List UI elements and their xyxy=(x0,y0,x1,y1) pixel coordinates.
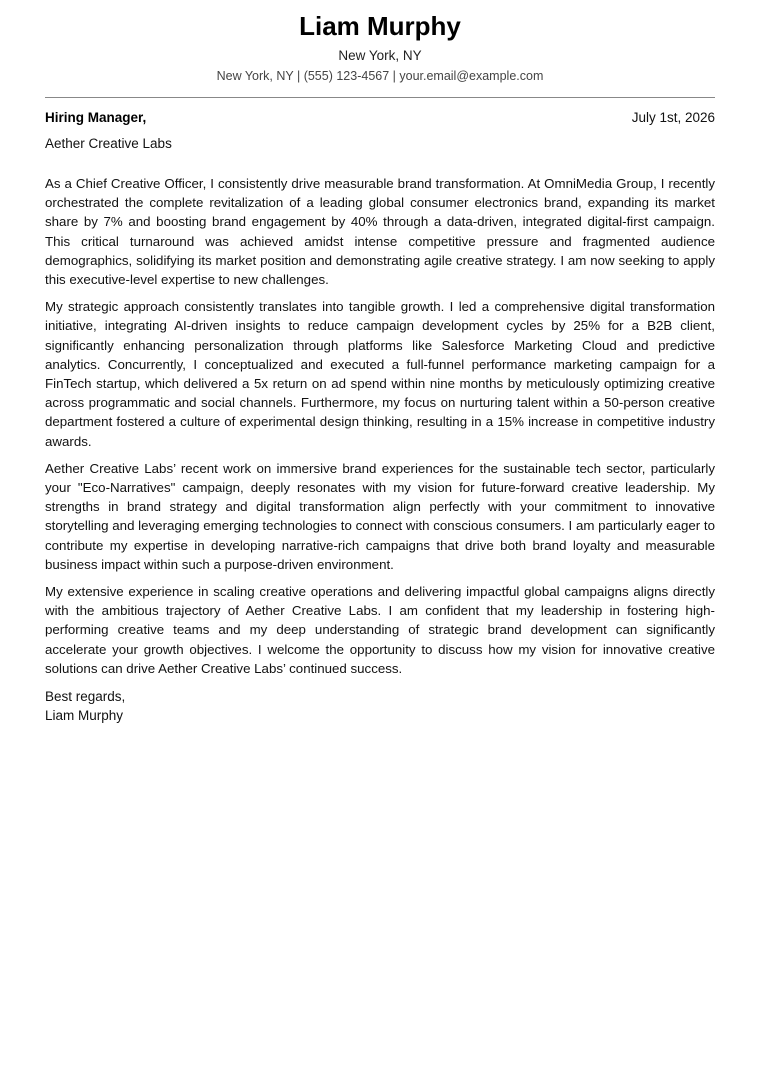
applicant-location: New York, NY xyxy=(338,48,422,63)
signature-name: Liam Murphy xyxy=(45,708,124,724)
recipient-company: Aether Creative Labs xyxy=(45,136,172,151)
salutation: Hiring Manager, xyxy=(45,110,147,125)
salutation-date-row xyxy=(45,108,715,127)
letter-closing xyxy=(45,687,715,725)
closing-phrase: Best regards, xyxy=(45,689,126,705)
letter-header xyxy=(45,0,715,85)
body-paragraph-3: Aether Creative Labs’ recent work on immersive brand experiences for the sustainable tech sector, particularly your "Eco-Narratives" campaign, deeply resonates with my vision for future-forward creative leadership. My strengths in brand strategy and digital transformation align perfectly with your commitment to innovative storytelling and leveraging emerging technologies to connect with conscious consumers. I am particularly eager to contribute my expertise in developing narrative-rich campaigns that drive both brand loyalty and measurable business impact within such a purpose-driven environment. xyxy=(45,460,715,572)
applicant-contact-line: New York, NY | (555) 123-4567 | your.email@example.com xyxy=(216,69,544,83)
letter-body xyxy=(45,174,715,678)
letter-date: July 1st, 2026 xyxy=(631,110,715,125)
header-divider xyxy=(45,97,715,98)
body-paragraph-2: My strategic approach consistently translates into tangible growth. I led a comprehensive digital transformation initiative, integrating AI-driven insights to reduce campaign development cycles by 25% for a B2B client, significantly enhancing personalization through platforms like Salesforce Marketing Cloud and predictive analytics. Concurrently, I conceptualized and executed a full-funnel performance marketing campaign for a FinTech startup, which delivered a 5x return on ad spend within nine months by meticulously optimizing creative across programmatic and social channels. Furthermore, my focus on nurturing talent within a 50-person creative department fostered a culture of experimental design thinking, resulting in a 15% increase in competitive industry awards. xyxy=(45,299,715,449)
body-paragraph-4: My extensive experience in scaling creative operations and delivering impactful global campaigns aligns directly with the ambitious trajectory of Aether Creative Labs. I am confident that my leadership in fostering high-performing creative teams and my deep understanding of strategic brand development can significantly accelerate your growth objectives. I welcome the opportunity to discuss how my vision for innovative creative solutions can drive Aether Creative Labs’ continued success. xyxy=(45,584,715,676)
applicant-name: Liam Murphy xyxy=(299,11,461,41)
body-paragraph-1: As a Chief Creative Officer, I consistently drive measurable brand transformation. At OmniMedia Group, I recently orchestrated the complete revitalization of a leading global consumer electronics brand, expanding its market share by 7% and boosting brand engagement by 40% through a data-driven, integrated digital-first campaign. This critical turnaround was achieved amidst intense competitive pressure and fragmented audience demographics, solidifying its market position and demonstrating agile creative strategy. I am now seeking to apply this executive-level expertise to new challenges. xyxy=(45,176,715,288)
